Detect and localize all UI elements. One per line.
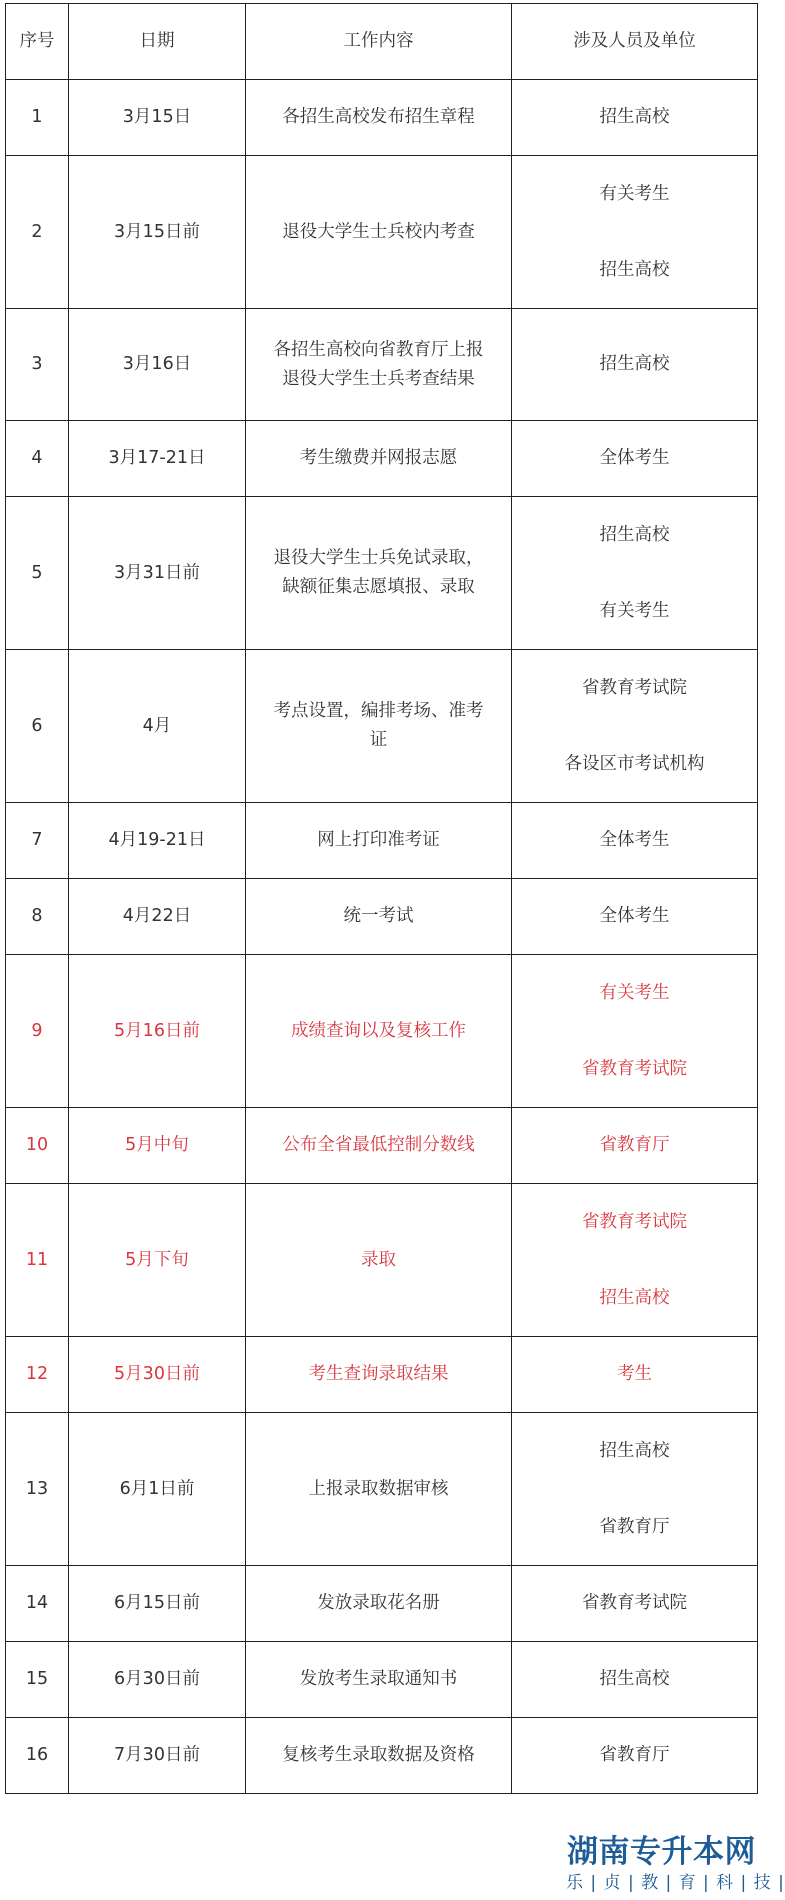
row-date: 6月1日前 — [69, 1413, 246, 1566]
work-line: 退役大学生士兵免试录取， — [273, 548, 484, 568]
row-work — [246, 309, 512, 421]
people-line: 有关考生 — [599, 184, 670, 204]
row-work — [246, 955, 512, 1108]
row-people — [512, 80, 758, 156]
table-row — [6, 80, 758, 156]
row-date: 6月15日前 — [69, 1566, 246, 1642]
table-row — [6, 1413, 758, 1566]
row-people — [512, 1642, 758, 1718]
work-line: 缺额征集志愿填报、录取 — [282, 577, 475, 597]
schedule-table — [5, 3, 758, 1794]
people-line: 招生高校 — [599, 107, 670, 127]
row-number: 12 — [6, 1337, 69, 1413]
row-number: 4 — [6, 421, 69, 497]
table-row — [6, 497, 758, 650]
table-row — [6, 1566, 758, 1642]
row-number: 6 — [6, 650, 69, 803]
row-work — [246, 879, 512, 955]
row-date: 6月30日前 — [69, 1642, 246, 1718]
work-line: 证 — [369, 730, 388, 750]
people-line: 省教育厅 — [599, 1517, 670, 1537]
row-date: 3月16日 — [69, 309, 246, 421]
people-line: 省教育考试院 — [582, 1059, 687, 1079]
row-date: 4月22日 — [69, 879, 246, 955]
work-line: 各招生高校向省教育厅上报 — [273, 339, 484, 360]
row-work — [246, 156, 512, 309]
row-people — [512, 803, 758, 879]
people-line: 各设区市考试机构 — [564, 754, 705, 774]
people-line: 省教育考试院 — [582, 1212, 687, 1232]
row-date: 3月31日前 — [69, 497, 246, 650]
row-date: 5月中旬 — [69, 1108, 246, 1184]
work-line: 成绩查询以及复核工作 — [291, 1020, 466, 1041]
people-line: 全体考生 — [599, 830, 670, 850]
work-line: 公布全省最低控制分数线 — [282, 1135, 475, 1155]
row-people — [512, 650, 758, 803]
row-number: 9 — [6, 955, 69, 1108]
people-line: 招生高校 — [599, 260, 670, 280]
work-line: 发放录取花名册 — [317, 1593, 440, 1613]
people-line: 招生高校 — [599, 354, 670, 374]
row-number: 16 — [6, 1718, 69, 1794]
watermark-logo — [566, 1834, 785, 1896]
row-number: 5 — [6, 497, 69, 650]
header-work: 工作内容 — [246, 4, 512, 80]
people-line: 招生高校 — [599, 1288, 670, 1308]
row-work — [246, 803, 512, 879]
row-number: 3 — [6, 309, 69, 421]
work-line: 上报录取数据审核 — [308, 1478, 449, 1499]
work-line: 网上打印准考证 — [317, 830, 440, 850]
row-number: 2 — [6, 156, 69, 309]
row-people — [512, 1337, 758, 1413]
row-people — [512, 1566, 758, 1642]
row-date: 5月下旬 — [69, 1184, 246, 1337]
row-date: 7月30日前 — [69, 1718, 246, 1794]
row-number: 8 — [6, 879, 69, 955]
row-number: 11 — [6, 1184, 69, 1337]
table-row — [6, 1337, 758, 1413]
row-people — [512, 879, 758, 955]
row-people — [512, 1718, 758, 1794]
table-row — [6, 650, 758, 803]
table-row — [6, 1718, 758, 1794]
table-row — [6, 1642, 758, 1718]
work-line: 统一考试 — [343, 906, 414, 926]
table-row — [6, 955, 758, 1108]
header-people: 涉及人员及单位 — [512, 4, 758, 80]
work-line: 退役大学生士兵校内考查 — [282, 221, 475, 242]
row-work — [246, 1337, 512, 1413]
header-row — [6, 4, 758, 80]
row-people — [512, 497, 758, 650]
work-line: 复核考生录取数据及资格 — [282, 1745, 475, 1765]
row-work — [246, 650, 512, 803]
work-line: 录取 — [361, 1249, 396, 1270]
row-number: 1 — [6, 80, 69, 156]
row-people — [512, 421, 758, 497]
row-people — [512, 1413, 758, 1566]
row-number: 7 — [6, 803, 69, 879]
people-line: 省教育考试院 — [582, 1593, 687, 1613]
row-people — [512, 156, 758, 309]
work-line: 发放考生录取通知书 — [299, 1669, 458, 1689]
people-line: 有关考生 — [599, 601, 670, 621]
row-date: 3月17-21日 — [69, 421, 246, 497]
row-work — [246, 80, 512, 156]
table-body — [6, 80, 758, 1794]
people-line: 招生高校 — [599, 1441, 670, 1461]
table-row — [6, 1108, 758, 1184]
row-number: 10 — [6, 1108, 69, 1184]
table-row — [6, 879, 758, 955]
row-date: 3月15日 — [69, 80, 246, 156]
row-number: 14 — [6, 1566, 69, 1642]
row-people — [512, 1108, 758, 1184]
header-date: 日期 — [69, 4, 246, 80]
people-line: 考生 — [617, 1364, 652, 1384]
people-line: 全体考生 — [599, 448, 670, 468]
row-work — [246, 1413, 512, 1566]
work-line: 考点设置，编排考场、准考 — [273, 701, 484, 721]
table-row — [6, 156, 758, 309]
work-line: 各招生高校发布招生章程 — [282, 107, 475, 127]
people-line: 全体考生 — [599, 906, 670, 926]
row-number: 13 — [6, 1413, 69, 1566]
people-line: 招生高校 — [599, 525, 670, 545]
header-no: 序号 — [6, 4, 69, 80]
people-line: 省教育厅 — [599, 1745, 670, 1765]
watermark-title: 湖南专升本网 — [567, 1834, 756, 1870]
row-date: 4月19-21日 — [69, 803, 246, 879]
row-work — [246, 1184, 512, 1337]
row-work — [246, 1642, 512, 1718]
table-row — [6, 803, 758, 879]
table-row — [6, 421, 758, 497]
row-work — [246, 421, 512, 497]
row-people — [512, 955, 758, 1108]
row-people — [512, 309, 758, 421]
row-work — [246, 1108, 512, 1184]
row-number: 15 — [6, 1642, 69, 1718]
row-date: 5月30日前 — [69, 1337, 246, 1413]
work-line: 考生查询录取结果 — [308, 1364, 449, 1384]
people-line: 省教育考试院 — [582, 678, 687, 698]
people-line: 省教育厅 — [599, 1135, 670, 1155]
people-line: 有关考生 — [599, 983, 670, 1003]
people-line: 招生高校 — [599, 1669, 670, 1689]
row-work — [246, 497, 512, 650]
row-date: 5月16日前 — [69, 955, 246, 1108]
work-line: 退役大学生士兵考查结果 — [282, 368, 475, 389]
row-date: 3月15日前 — [69, 156, 246, 309]
watermark-subtitle: 乐 | 贞 | 教 | 育 | 科 | 技 | — [566, 1873, 785, 1893]
table-row — [6, 1184, 758, 1337]
row-work — [246, 1566, 512, 1642]
row-date: 4月 — [69, 650, 246, 803]
table-row — [6, 309, 758, 421]
row-work — [246, 1718, 512, 1794]
work-line: 考生缴费并网报志愿 — [299, 448, 458, 468]
row-people — [512, 1184, 758, 1337]
